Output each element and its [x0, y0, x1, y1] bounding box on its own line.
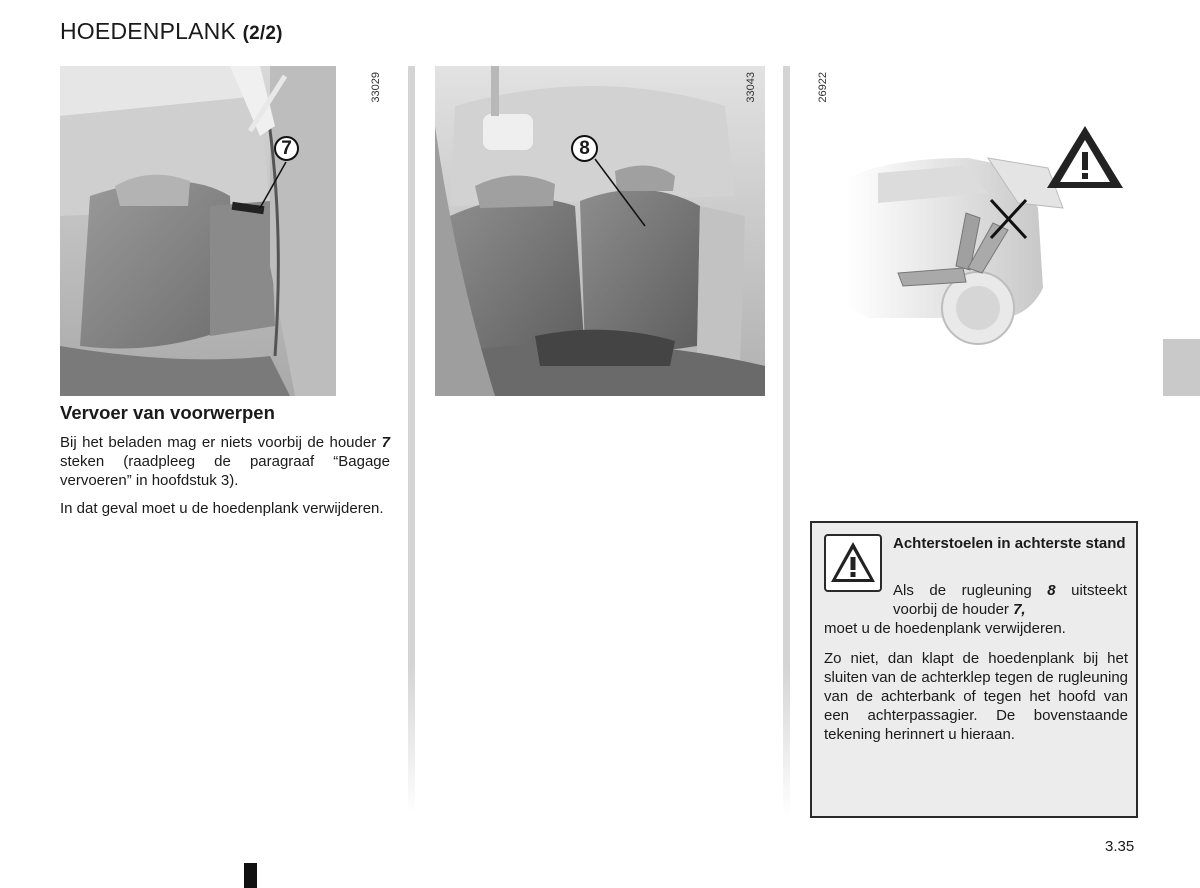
- callout-8-label: 8: [579, 138, 590, 159]
- figure-car-warning: [848, 118, 1128, 348]
- figure-code: 33043: [745, 72, 757, 103]
- paragraph-2: In dat geval moet u de hoedenplank verwijderen.: [60, 500, 384, 517]
- warning-paragraph-1: [893, 581, 1127, 619]
- page-number: 3.35: [1105, 838, 1135, 855]
- callout-7-label: 7: [281, 138, 292, 159]
- figure-code: 33029: [370, 72, 382, 103]
- warning-p1-pre: Als de rugleuning: [893, 582, 1048, 599]
- warning-title: Achterstoelen in achterste stand: [893, 535, 1126, 552]
- warning-box: [810, 521, 1138, 818]
- figure-code: 26922: [817, 72, 829, 103]
- warning-paragraph-2: Zo niet, dan klapt de hoedenplank bij het sluiten van de achterklep tegen de rugleuning van de achterbank of tegen het hoofd van een achterpassagier. De bovenstaande tekening herinnert u hieraan.: [824, 650, 1128, 743]
- column-separator: [408, 66, 415, 816]
- section-heading: Vervoer van voorwerpen: [60, 402, 275, 423]
- figure-trunk-holder: [60, 66, 336, 396]
- ref-number-7: 7,: [1013, 601, 1026, 618]
- callout-7: [274, 136, 299, 161]
- ref-number-8: 8: [1047, 582, 1056, 599]
- warning-triangle-icon: [824, 534, 882, 592]
- paragraph-1-post: steken (raadpleeg de paragraaf “Bagage vervoeren” in hoofdstuk 3).: [60, 453, 390, 489]
- paragraph-1-pre: Bij het beladen mag er niets voorbij de houder: [60, 434, 382, 451]
- column-separator: [783, 66, 790, 816]
- page-title-text: HOEDENPLANK: [60, 18, 237, 44]
- figure-rear-seats: [435, 66, 765, 396]
- paragraph-1: [60, 433, 390, 490]
- chapter-tab: [1163, 339, 1200, 396]
- page-title-part: (2/2): [242, 23, 283, 44]
- bottom-marker: [244, 863, 257, 888]
- warning-p1-mid: uitsteekt voorbij de houder: [893, 582, 1127, 618]
- ref-number-7: 7: [381, 434, 390, 451]
- warning-paragraph-1-end: moet u de hoedenplank verwijderen.: [824, 620, 1066, 637]
- callout-8: [571, 135, 598, 162]
- page-title: [60, 18, 283, 45]
